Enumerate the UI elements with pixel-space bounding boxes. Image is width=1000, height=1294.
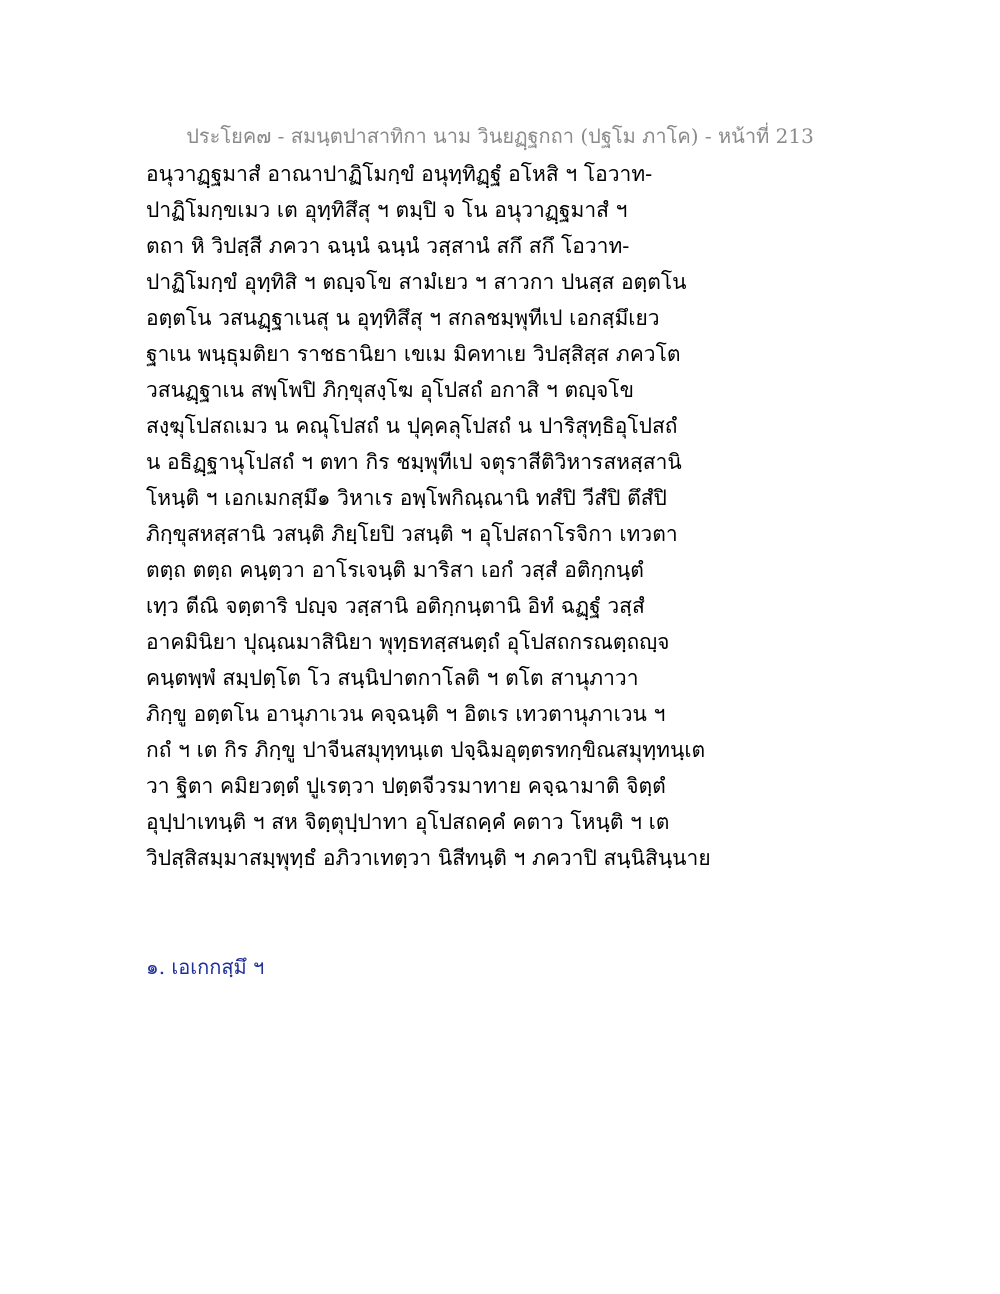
text-line: สงฺฆุโปสถเมว น คณุโปสถํ น ปุคฺคลุโปสถํ น ปาริสุทฺธิอุโปสถํ [146,414,678,438]
text-line: ภิกฺขุสหสฺสานิ วสนฺติ ภิยฺโยปิ วสนฺติ ฯ อุโปสถาโรจิกา เทวตา [146,522,678,546]
text-line: วา ฐิตา คมิยวตฺตํ ปูเรตฺวา ปตฺตจีวรมาทาย คจฺฉามาติ จิตฺตํ [146,774,666,798]
text-line: น อธิฏฺฐานุโปสถํ ฯ ตทา กิร ชมฺพุทีเป จตุราสีติวิหารสหสฺสานิ [146,450,682,474]
text-line: อนุวาฏฺฐมาสํ อาณาปาฏิโมกฺขํ อนุทฺทิฏฺฐํ อโหสิ ฯ โอวาท- [146,162,653,186]
body-text [146,156,711,876]
text-line: ภิกฺขู อตฺตโน อานุภาเวน คจฺฉนฺติ ฯ อิตเร เทวตานุภาเวน ฯ [146,702,666,726]
text-line: ตถา หิ วิปสฺสี ภควา ฉนฺนํ ฉนฺนํ วสฺสานํ สกึ สกึ โอวาท- [146,234,630,258]
text-line: ตตฺถ ตตฺถ คนฺตฺวา อาโรเจนฺติ มาริสา เอกํ วสฺสํ อติกฺกนฺตํ [146,558,644,582]
text-line: วิปสฺสิสมฺมาสมฺพุทฺธํ อภิวาเทตฺวา นิสีทนฺติ ฯ ภควาปิ สนฺนิสินฺนาย [146,846,711,870]
text-line: ปาฏิโมกฺขเมว เต อุทฺทิสึสุ ฯ ตมฺปิ จ โน อนุวาฏฺฐมาสํ ฯ [146,198,628,222]
text-line: วสนฏฺฐาเน สพฺโพปิ ภิกฺขุสงฺโฆ อุโปสถํ อกาสิ ฯ ตญฺจโข [146,378,634,402]
text-line: คนฺตพฺพํ สมฺปตฺโต โว สนฺนิปาตกาโลติ ฯ ตโต สานุภาวา [146,666,639,690]
text-line: ปาฏิโมกฺขํ อุทฺทิสิ ฯ ตญฺจโข สามํเยว ฯ สาวกา ปนสฺส อตฺตโน [146,270,687,294]
text-line: อาคมินิยา ปุณฺณมาสินิยา พุทฺธทสฺสนตฺถํ อุโปสถกรณตฺถญฺจ [146,630,670,654]
text-line: กถํ ฯ เต กิร ภิกฺขู ปาจีนสมุทฺทนฺเต ปจฺฉิมอุตฺตรทกฺขิณสมุทฺทนฺเต [146,738,706,762]
page-header: ประโยค๗ - สมนฺตปาสาทิกา นาม วินยฏฺฐกถา (ปฐโม ภาโค) - หน้าที่ 213 [186,124,814,148]
text-line: ฐาเน พนฺธุมติยา ราชธานิยา เขเม มิคทาเย วิปสฺสิสฺส ภควโต [146,342,681,366]
text-line: โหนฺติ ฯ เอกเมกสฺมึ๑ วิหาเร อพฺโพกิณฺณานิ ทสํปิ วีสํปิ ตึสํปิ [146,486,667,510]
text-line: เทฺว ตีณิ จตฺตาริ ปญฺจ วสฺสานิ อติกฺกนฺตานิ อิทํ ฉฏฺฐํ วสฺสํ [146,594,645,618]
text-line: อุปฺปาเทนฺติ ฯ สห จิตฺตุปฺปาทา อุโปสถคฺคํ คตาว โหนฺติ ฯ เต [146,810,670,834]
text-line: อตฺตโน วสนฏฺฐาเนสุ น อุทฺทิสึสุ ฯ สกลชมฺพุทีเป เอกสฺมึเยว [146,306,660,330]
footnote: ๑. เอเกกสฺมึ ฯ [146,955,265,979]
